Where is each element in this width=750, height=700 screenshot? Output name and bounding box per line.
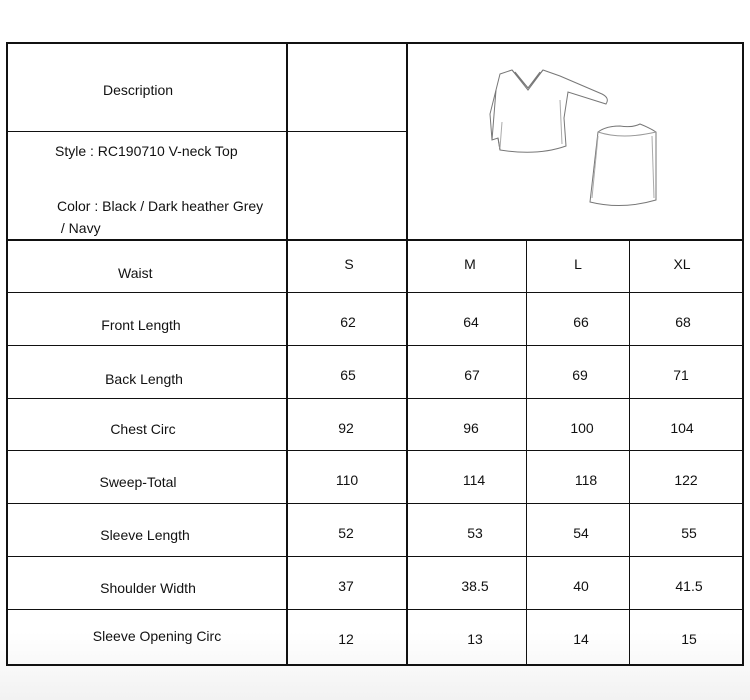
garment-sketch-icon — [482, 60, 672, 220]
table-cell: 114 — [462, 472, 486, 488]
table-border-right — [742, 42, 744, 666]
table-cell: 14 — [573, 631, 589, 647]
table-cell: 65 — [340, 367, 356, 383]
row-label-sleeve-opening-circ: Sleeve Opening Circ — [92, 628, 222, 644]
table-cell: 41.5 — [675, 578, 703, 594]
color-line: Color : Black / Dark heather Grey — [57, 198, 264, 214]
table-border-bottom — [6, 664, 744, 666]
table-cell: 12 — [338, 631, 354, 647]
table-cell: 69 — [572, 367, 588, 383]
table-cell: 40 — [573, 578, 589, 594]
column-divider — [629, 240, 630, 666]
color-line-continued: / Navy — [57, 220, 101, 236]
table-cell: 67 — [464, 367, 480, 383]
table-cell: 64 — [463, 314, 479, 330]
row-divider — [6, 345, 744, 346]
row-divider — [6, 292, 744, 293]
size-header-l: L — [574, 256, 582, 272]
table-cell: 54 — [573, 525, 589, 541]
row-label-sweep-total: Sweep-Total — [99, 474, 177, 490]
table-cell: 118 — [574, 472, 598, 488]
table-cell: 52 — [338, 525, 354, 541]
row-divider — [6, 131, 407, 132]
table-cell: 38.5 — [461, 578, 489, 594]
row-divider — [6, 450, 744, 451]
row-divider — [6, 239, 744, 241]
row-divider — [6, 556, 744, 557]
row-divider — [6, 503, 744, 504]
table-cell: 96 — [463, 420, 479, 436]
description-label: Description — [103, 82, 174, 98]
size-header-s: S — [344, 256, 354, 272]
table-cell: 122 — [674, 472, 698, 488]
size-header-m: M — [464, 256, 476, 272]
row-label-back-length: Back Length — [105, 371, 183, 387]
column-divider — [406, 42, 408, 666]
row-label-shoulder-width: Shoulder Width — [100, 580, 196, 596]
waist-label: Waist — [118, 265, 153, 281]
table-cell: 92 — [338, 420, 354, 436]
row-label-front-length: Front Length — [101, 317, 181, 333]
table-cell: 110 — [335, 472, 359, 488]
table-cell: 100 — [570, 420, 594, 436]
table-border-left — [6, 42, 8, 666]
table-cell: 55 — [681, 525, 697, 541]
table-cell: 53 — [467, 525, 483, 541]
table-cell: 68 — [675, 314, 691, 330]
table-cell: 15 — [681, 631, 697, 647]
table-cell: 37 — [338, 578, 354, 594]
table-cell: 13 — [467, 631, 483, 647]
size-header-xl: XL — [673, 256, 691, 272]
column-divider — [526, 240, 527, 666]
row-divider — [6, 609, 744, 610]
table-cell: 104 — [670, 420, 694, 436]
column-divider — [286, 42, 288, 666]
table-cell: 62 — [340, 314, 356, 330]
row-label-chest-circ: Chest Circ — [110, 421, 176, 437]
table-cell: 66 — [573, 314, 589, 330]
style-line: Style : RC190710 V-neck Top — [55, 143, 238, 159]
table-border-top — [6, 42, 744, 44]
table-cell: 71 — [673, 367, 689, 383]
row-divider — [6, 398, 744, 399]
row-label-sleeve-length: Sleeve Length — [100, 527, 190, 543]
